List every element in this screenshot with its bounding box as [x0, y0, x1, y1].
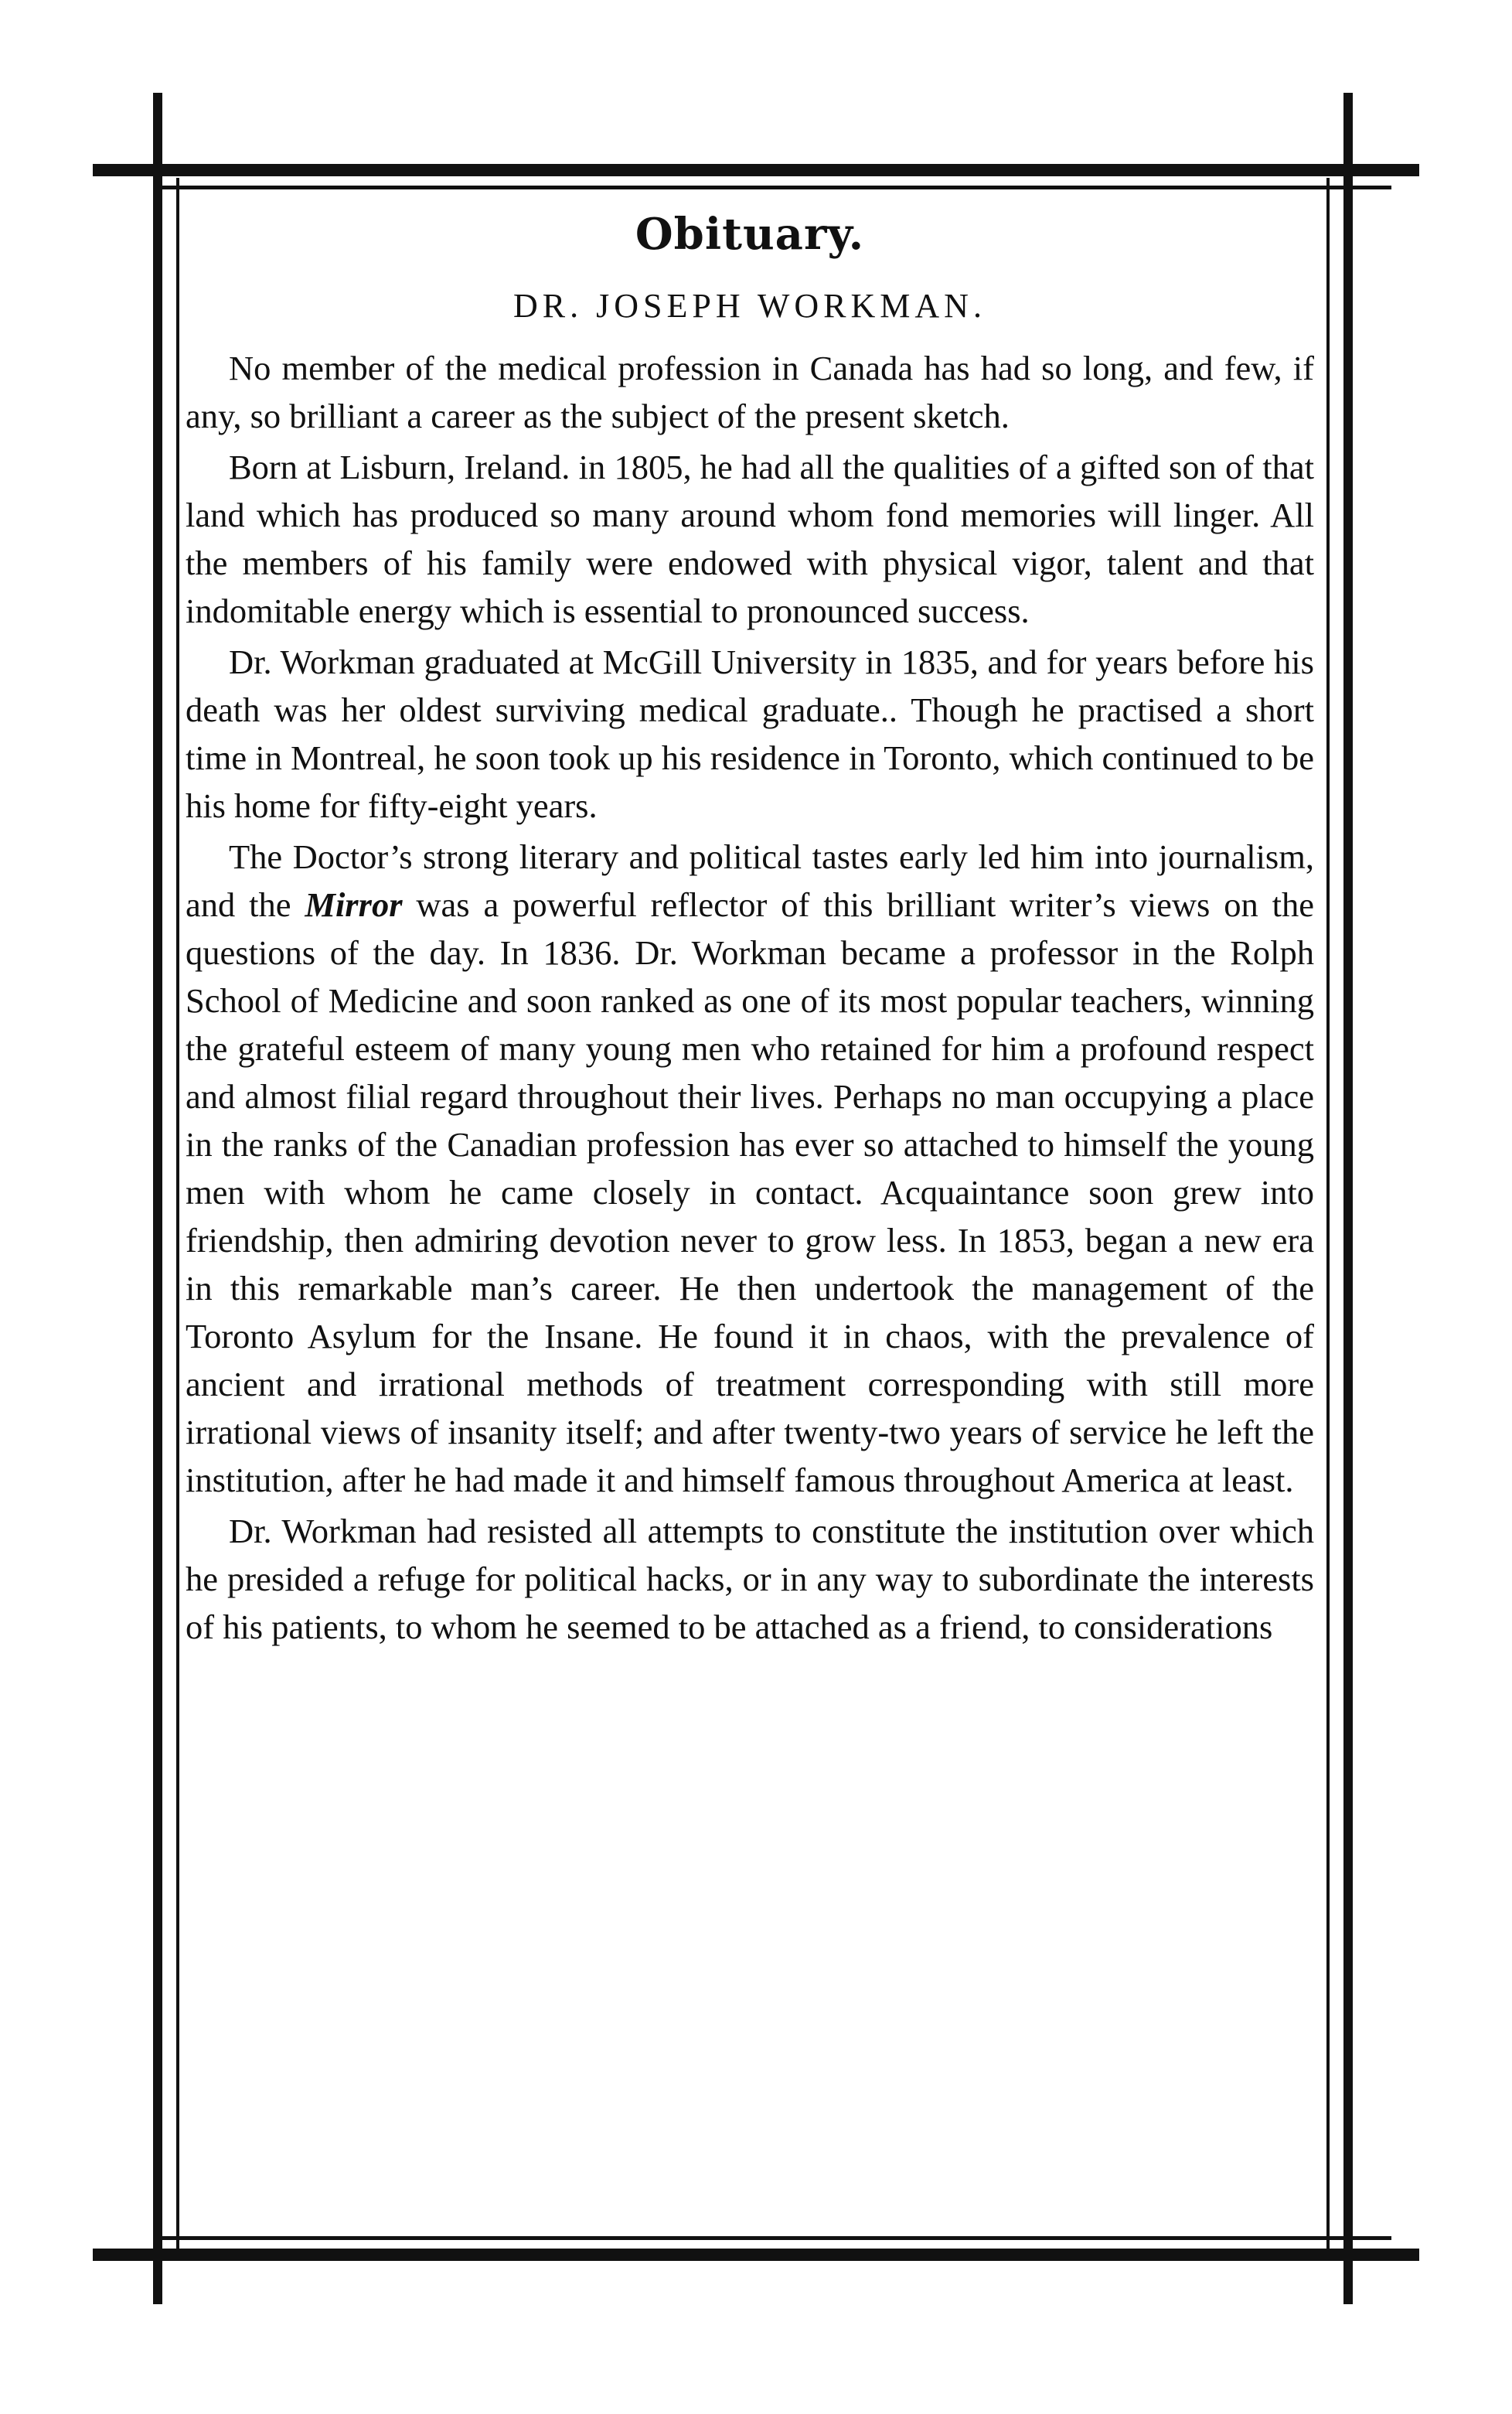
right-inner-rule [1326, 178, 1330, 2250]
paragraph-education: Dr. Workman graduated at McGill University in 1835, and for years before his death was her oldest surviving medical graduate.. Though he practised a short time in Montreal, he soon took up his residence in Toronto, which continued to be his home for fifty-eight years. [186, 643, 1314, 825]
paragraph-career-before: The Doctor’s strong literary and political tastes early led him into journalism, and the [186, 837, 1314, 924]
top-thin-rule [155, 186, 1391, 189]
bottom-thin-rule [155, 2236, 1391, 2240]
subject-name: DR. JOSEPH WORKMAN. [513, 287, 986, 325]
paragraph-intro: No member of the medical profession in Canada has had so long, and few, if any, so brilliant a career as the subject of the present sketch. [186, 349, 1314, 435]
page-title: Obituary. [635, 209, 865, 260]
mirror-title: Mirror [305, 885, 403, 924]
obituary-article [186, 209, 1314, 1654]
left-outer-rule [153, 93, 162, 2304]
paragraph-birth: Born at Lisburn, Ireland. in 1805, he had all the qualities of a gifted son of that land which has produced so many around whom fond memories will linger. All the members of his family were endowed with physical vigor, talent and that indomitable energy which is essential to pronounced success. [186, 448, 1314, 630]
bottom-thick-rule [93, 2249, 1419, 2261]
paragraph-career-after: was a powerful reflector of this brilliant writer’s views on the questions of the day. In 1836. Dr. Workman became a professor in the Rolph School of Medicine and soon ranked as one of its most popular teachers, winning the grateful esteem of many young men who retained for him a profound respect and almost filial regard throughout their lives. Perhaps no man occupying a place in the ranks of the Canadian profession has ever so attached to himself the young men with whom he came closely in contact. Acquaintance soon grew into friendship, then admiring devotion never to grow less. In 1853, began a new era in this remarkable man’s career. He then undertook the management of the Toronto Asylum for the Insane. He found it in chaos, with the prevalence of ancient and irrational methods of treatment corresponding with still more irrational views of insanity itself; and after twenty-two years of service he left the institution, after he had made it and himself famous throughout America at least. [186, 885, 1314, 1499]
right-outer-rule [1343, 93, 1353, 2304]
left-inner-rule [176, 178, 179, 2250]
top-thick-rule [93, 164, 1419, 176]
paragraph-career [186, 833, 1314, 1504]
paragraph-institution: Dr. Workman had resisted all attempts to constitute the institution over which he presided a refuge for political hacks, or in any way to subordinate the interests of his patients, to whom he seemed to be attached as a friend, to considerations [186, 1512, 1314, 1646]
